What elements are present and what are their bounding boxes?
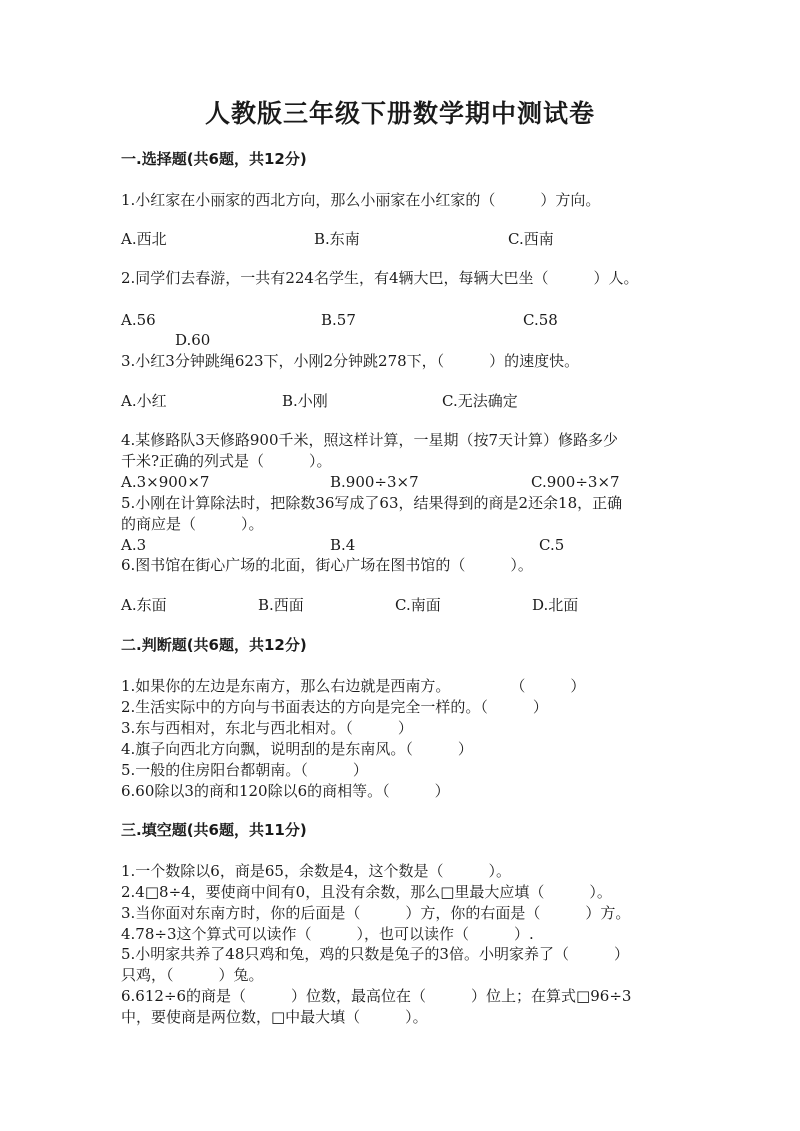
- section-heading-choice: 一.选择题(共6题，共12分): [121, 150, 307, 168]
- list-item: 4.78÷3这个算式可以读作（ ），也可以读作（ ）.: [121, 925, 534, 943]
- question-stem: 1.小红家在小丽家的西北方向，那么小丽家在小红家的（ ）方向。: [121, 191, 601, 209]
- option-a: A.西北: [121, 230, 167, 248]
- list-item: 3.当你面对东南方时，你的后面是（ ）方，你的右面是（ ）方。: [121, 904, 631, 922]
- list-item: 5.一般的住房阳台都朝南。（ ）: [121, 761, 368, 779]
- question-stem: 4.某修路队3天修路900千米，照这样计算，一星期（按7天计算）修路多少: [121, 431, 619, 449]
- option-a: A.56: [121, 311, 156, 329]
- section-heading-judge: 二.判断题(共6题，共12分): [121, 636, 307, 654]
- option-b: B.西面: [258, 596, 304, 614]
- list-item: 6.612÷6的商是（ ）位数，最高位在（ ）位上；在算式□96÷3: [121, 987, 632, 1005]
- list-item: 1.一个数除以6，商是65，余数是4，这个数是（ ）。: [121, 862, 511, 880]
- list-item-cont: 中，要使商是两位数，□中最大填（ ）。: [121, 1008, 428, 1026]
- option-b: B.4: [330, 536, 356, 554]
- option-a: A.3×900×7: [121, 473, 210, 491]
- list-item: 3.东与西相对，东北与西北相对。（ ）: [121, 719, 413, 737]
- list-item: 2.4□8÷4，要使商中间有0，且没有余数，那么□里最大应填（ ）。: [121, 883, 612, 901]
- option-c: C.58: [523, 311, 558, 329]
- option-b: B.900÷3×7: [330, 473, 419, 491]
- question-stem: 2.同学们去春游，一共有224名学生，有4辆大巴，每辆大巴坐（ ）人。: [121, 269, 639, 287]
- option-a: A.小红: [121, 392, 167, 410]
- question-stem-cont: 千米?正确的列式是（ ）。: [121, 452, 332, 470]
- option-a: A.东面: [121, 596, 167, 614]
- option-c: C.900÷3×7: [531, 473, 620, 491]
- list-item-cont: 只鸡，（ ）兔。: [121, 966, 264, 984]
- page-title: 人教版三年级下册数学期中测试卷: [204, 99, 595, 128]
- list-item: 4.旗子向西北方向飘，说明刮的是东南风。（ ）: [121, 740, 473, 758]
- question-stem: 5.小刚在计算除法时，把除数36写成了63，结果得到的商是2还余18，正确: [121, 494, 623, 512]
- option-d: D.北面: [532, 596, 579, 614]
- list-item: 6.60除以3的商和120除以6的商相等。（ ）: [121, 782, 450, 800]
- option-c: C.5: [539, 536, 565, 554]
- list-item: 1.如果你的左边是东南方，那么右边就是西南方。 （ ）: [121, 677, 586, 695]
- option-b: B.小刚: [282, 392, 328, 410]
- option-b: B.东南: [314, 230, 360, 248]
- section-heading-fill: 三.填空题(共6题，共11分): [121, 821, 307, 839]
- question-stem: 6.图书馆在街心广场的北面，街心广场在图书馆的（ ）。: [121, 556, 533, 574]
- list-item: 5.小明家共养了48只鸡和兔，鸡的只数是兔子的3倍。小明家养了（ ）: [121, 945, 629, 963]
- option-a: A.3: [121, 536, 147, 554]
- question-stem-cont: 的商应是（ ）。: [121, 515, 264, 533]
- option-c: C.无法确定: [442, 392, 518, 410]
- question-stem: 3.小红3分钟跳绳623下，小刚2分钟跳278下，（ ）的速度快。: [121, 352, 580, 370]
- option-d: D.60: [175, 331, 211, 349]
- option-c: C.南面: [395, 596, 441, 614]
- option-c: C.西南: [508, 230, 554, 248]
- option-b: B.57: [321, 311, 356, 329]
- list-item: 2.生活实际中的方向与书面表达的方向是完全一样的。（ ）: [121, 698, 548, 716]
